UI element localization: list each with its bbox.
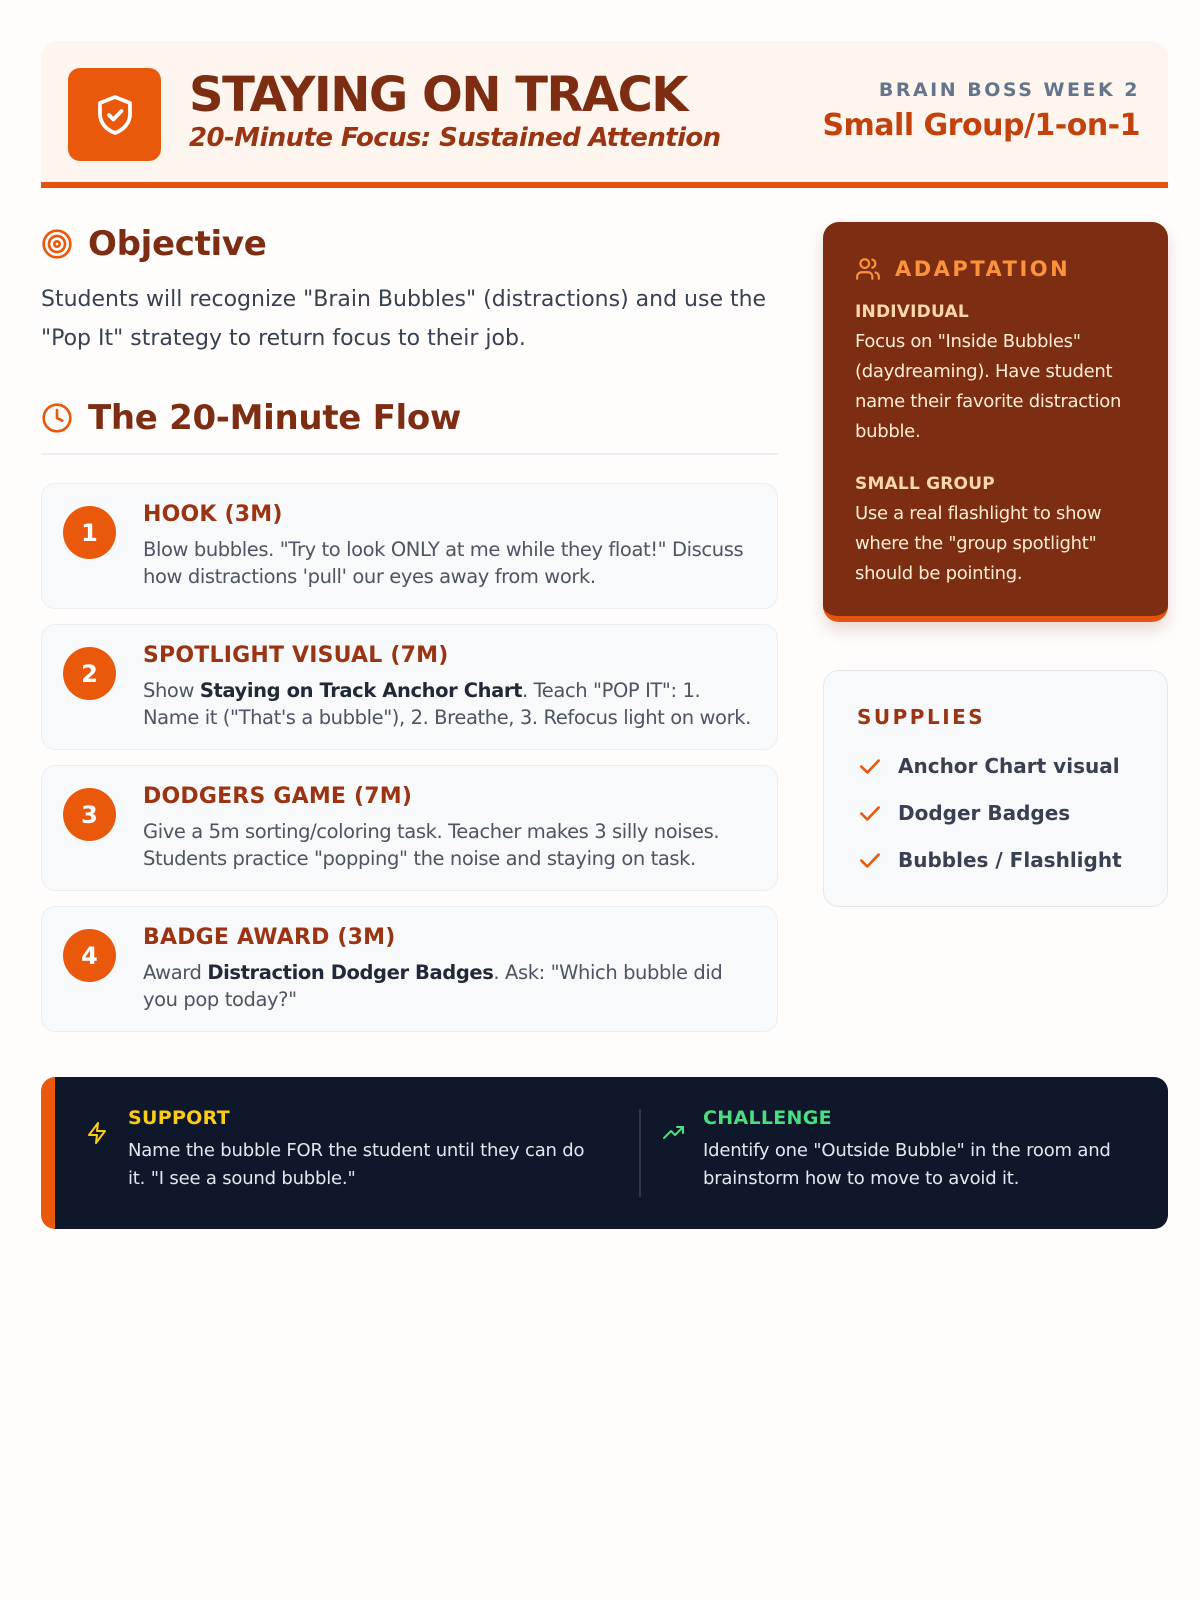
step-body: Give a 5m sorting/coloring task. Teacher makes 3 silly noises. Students practice "popping" the noise and staying on task. bbox=[143, 820, 720, 870]
check-icon bbox=[857, 800, 883, 826]
step-number: 4 bbox=[63, 929, 116, 982]
supply-label: Anchor Chart visual bbox=[898, 754, 1120, 778]
target-icon bbox=[41, 228, 73, 260]
objective-text: Students will recognize "Brain Bubbles" (distractions) and use the "Pop It" strategy to return focus to their job. bbox=[41, 287, 767, 351]
step-number: 2 bbox=[63, 647, 116, 700]
flow-heading-label: The 20-Minute Flow bbox=[88, 398, 462, 438]
step-number: 1 bbox=[63, 506, 116, 559]
adaptation-heading-label: ADAPTATION bbox=[895, 257, 1071, 281]
check-icon bbox=[857, 847, 883, 873]
flow-step bbox=[41, 765, 778, 891]
support-challenge-panel bbox=[41, 1077, 1168, 1229]
flow-step bbox=[41, 624, 778, 750]
clock-icon bbox=[41, 402, 73, 434]
adaptation-heading bbox=[855, 256, 1070, 282]
users-icon bbox=[855, 256, 881, 282]
supplies-heading: SUPPLIES bbox=[857, 705, 986, 729]
step-body: Blow bubbles. "Try to look ONLY at me while they float!" Discuss how distractions 'pull' our eyes away from work. bbox=[143, 538, 744, 588]
individual-label: INDIVIDUAL bbox=[855, 302, 969, 322]
step-title: HOOK (3M) bbox=[143, 502, 283, 527]
small-group-text: Use a real flashlight to show where the "group spotlight" should be pointing. bbox=[855, 503, 1102, 584]
divider bbox=[639, 1109, 641, 1197]
trending-up-icon bbox=[662, 1121, 686, 1145]
shield-check-icon bbox=[68, 68, 161, 161]
step-title: DODGERS GAME (7M) bbox=[143, 784, 413, 809]
challenge-text: Identify one "Outside Bubble" in the room and brainstorm how to move to avoid it. bbox=[703, 1140, 1111, 1189]
small-group-label: SMALL GROUP bbox=[855, 474, 995, 494]
supply-label: Bubbles / Flashlight bbox=[898, 848, 1122, 872]
lightning-icon bbox=[85, 1121, 109, 1145]
step-body: Show Staying on Track Anchor Chart. Teach "POP IT": 1. Name it ("That's a bubble"), 2. Breathe, 3. Refocus light on work. bbox=[143, 679, 751, 729]
supplies-card bbox=[823, 670, 1168, 907]
supply-item bbox=[857, 800, 1070, 826]
flow-step bbox=[41, 483, 778, 609]
supply-item bbox=[857, 753, 1120, 779]
step-number: 3 bbox=[63, 788, 116, 841]
format-label: Small Group/1-on-1 bbox=[822, 108, 1140, 143]
supply-item bbox=[857, 847, 1122, 873]
step-title: SPOTLIGHT VISUAL (7M) bbox=[143, 643, 449, 668]
support-title: SUPPORT bbox=[128, 1107, 230, 1129]
step-title: BADGE AWARD (3M) bbox=[143, 925, 396, 950]
page-title: STAYING ON TRACK bbox=[189, 67, 687, 123]
objective-heading-label: Objective bbox=[88, 224, 267, 264]
flow-step bbox=[41, 906, 778, 1032]
page-subtitle: 20-Minute Focus: Sustained Attention bbox=[189, 123, 721, 153]
divider bbox=[41, 453, 778, 455]
check-icon bbox=[857, 753, 883, 779]
objective-heading bbox=[41, 224, 267, 264]
supply-label: Dodger Badges bbox=[898, 801, 1071, 825]
page-header bbox=[41, 41, 1168, 188]
adaptation-card bbox=[823, 222, 1168, 622]
flow-heading bbox=[41, 398, 461, 438]
challenge-title: CHALLENGE bbox=[703, 1107, 832, 1129]
support-text: Name the bubble FOR the student until they can do it. "I see a sound bubble." bbox=[128, 1140, 585, 1189]
step-body: Award Distraction Dodger Badges. Ask: "Which bubble did you pop today?" bbox=[143, 961, 723, 1011]
week-label: BRAIN BOSS WEEK 2 bbox=[878, 79, 1140, 101]
individual-text: Focus on "Inside Bubbles" (daydreaming). Have student name their favorite distraction bubble. bbox=[855, 331, 1122, 442]
